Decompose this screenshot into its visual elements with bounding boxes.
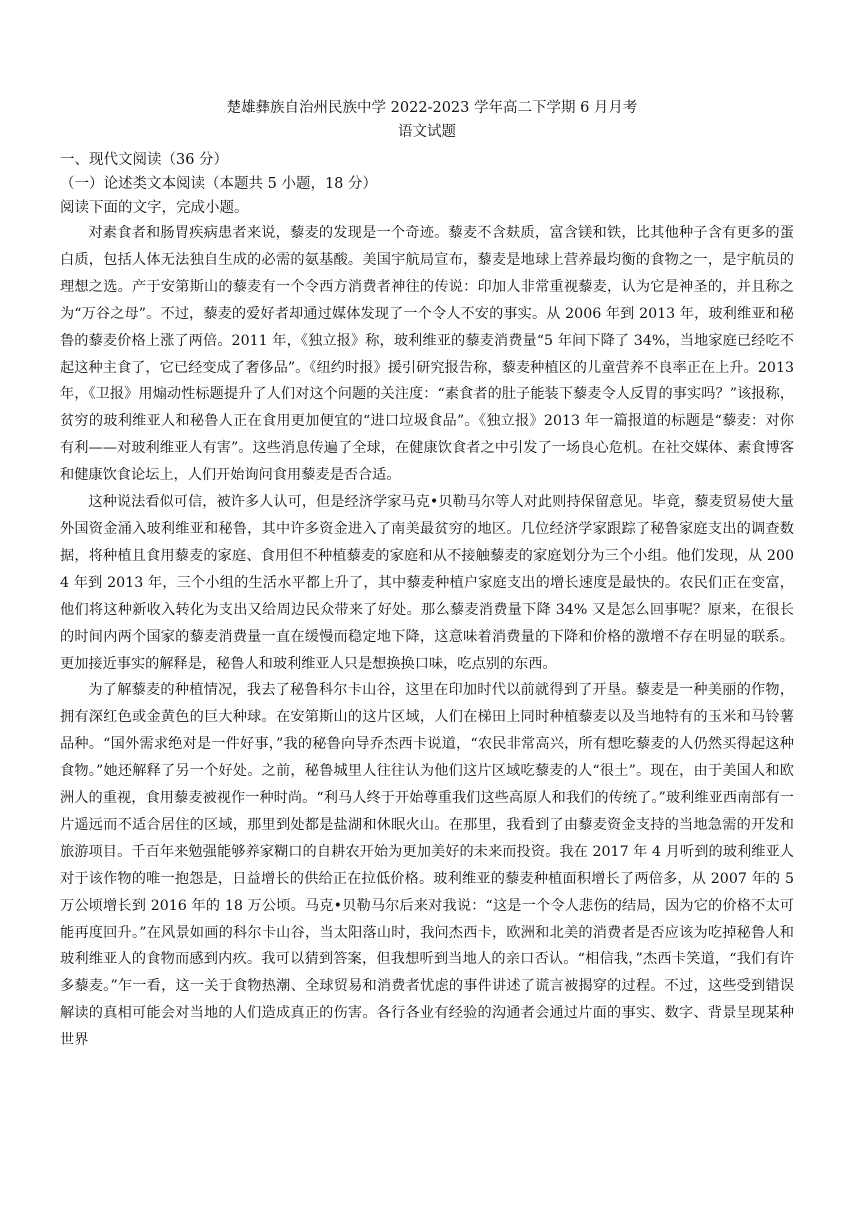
- exam-title: 楚雄彝族自治州民族中学 2022-2023 学年高二下学期 6 月月考: [226, 100, 638, 116]
- body-paragraph-2: 这种说法看似可信，被许多人认可，但是经济学家马克•贝勒马尔等人对此则持保留意见。毕竟，藜麦贸易使大量外国资金涌入玻利维亚和秘鲁，其中许多资金进入了南美最贫穷的地区。几位经济学家跟踪了秘鲁家庭支出的调查数据，将种植且食用藜麦的家庭、食用但不种植藜麦的家庭和从不接触藜麦的家庭划分为三个小组。他们发现，从 2004 年到 2013 年，三个小组的生活水平都上升了，其中藜麦种植户家庭支出的增长速度是最快的。农民们正在变富，他们将这种新收入转化为支出又给周边民众带来了好处。那么藜麦消费量下降 34% 又是怎么回事呢？原来，在很长的时间内两个国家的藜麦消费量一直在缓慢而稳定地下降，这意味着消费量的下降和价格的激增不存在明显的联系。更加接近事实的解释是，秘鲁人和玻利维亚人只是想换换口味，吃点别的东西。: [60, 494, 794, 672]
- section-heading: 一、现代文阅读（36 分）: [60, 152, 229, 168]
- subsection-heading: （一）论述类文本阅读（本题共 5 小题，18 分）: [60, 176, 378, 192]
- reading-instruction: 阅读下面的文字，完成小题。: [60, 200, 249, 216]
- exam-subtitle: 语文试题: [398, 124, 456, 140]
- body-paragraph-1: 对素食者和肠胃疾病患者来说，藜麦的发现是一个奇迹。藜麦不含麸质，富含镁和铁，比其他种子含有更多的蛋白质，包括人体无法独自生成的必需的氨基酸。美国宇航局宣布，藜麦是地球上营养最均衡的食物之一，是宇航员的理想之选。产于安第斯山的藜麦有一个令西方消费者神往的传说：印加人非常重视藜麦，认为它是神圣的，并且称之为“万谷之母”。不过，藜麦的爱好者却通过媒体发现了一个令人不安的事实。从 2006 年到 2013 年，玻利维亚和秘鲁的藜麦价格上涨了两倍。2011 年，《独立报》称，玻利维亚的藜麦消费量“5 年间下降了 34%，当地家庭已经吃不起这种主食了，它已经变成了奢侈品”。《纽约时报》援引研究报告称，藜麦种植区的儿童营养不良率正在上升。2013 年，《卫报》用煽动性标题提升了人们对这个问题的关注度：“素食者的肚子能装下藜麦令人反胃的事实吗？”该报称，贫穷的玻利维亚人和秘鲁人正在食用更加便宜的“进口垃圾食品”。《独立报》2013 年一篇报道的标题是“藜麦：对你有利——对玻利维亚人有害”。这些消息传遍了全球，在健康饮食者之中引发了一场良心危机。在社交媒体、素食博客和健康饮食论坛上，人们开始询问食用藜麦是否合适。: [60, 225, 794, 484]
- body-paragraph-3: 为了解藜麦的种植情况，我去了秘鲁科尔卡山谷，这里在印加时代以前就得到了开垦。藜麦是一种美丽的作物，拥有深红色或金黄色的巨大种球。在安第斯山的这片区域，人们在梯田上同时种植藜麦以及当地特有的玉米和马铃薯品种。“国外需求绝对是一件好事，”我的秘鲁向导乔杰西卡说道，“农民非常高兴，所有想吃藜麦的人仍然买得起这种食物。”她还解释了另一个好处。之前，秘鲁城里人往往认为他们这片区域吃藜麦的人“很土”。现在，由于美国人和欧洲人的重视，食用藜麦被视作一种时尚。“利马人终于开始尊重我们这些高原人和我们的传统了。”玻利维亚西南部有一片遥远而不适合居住的区域，那里到处都是盐湖和休眠火山。在那里，我看到了由藜麦资金支持的当地急需的开发和旅游项目。千百年来勉强能够养家糊口的自耕农开始为更加美好的未来而投资。我在 2017 年 4 月听到的玻利维亚人对于该作物的唯一抱怨是，日益增长的供给正在拉低价格。玻利维亚的藜麦种植面积增长了两倍多，从 2007 年的 5 万公顷增长到 2016 年的 18 万公顷。马克•贝勒马尔后来对我说：“这是一个令人悲伤的结局，因为它的价格不太可能再度回升。”在风景如画的科尔卡山谷，当太阳落山时，我问杰西卡，欧洲和北美的消费者是否应该为吃掉秘鲁人和玻利维亚人的食物而感到内疚。我可以猜到答案，但我想听到当地人的亲口否认。“相信我，”杰西卡笑道，“我们有许多藜麦。”乍一看，这一关于食物热潮、全球贸易和消费者忧虑的事件讲述了谎言被揭穿的过程。不过，这些受到错误解读的真相可能会对当地的人们造成真正的伤害。各行各业有经验的沟通者会通过片面的事实、数字、背景呈现某种世界: [60, 682, 794, 1049]
